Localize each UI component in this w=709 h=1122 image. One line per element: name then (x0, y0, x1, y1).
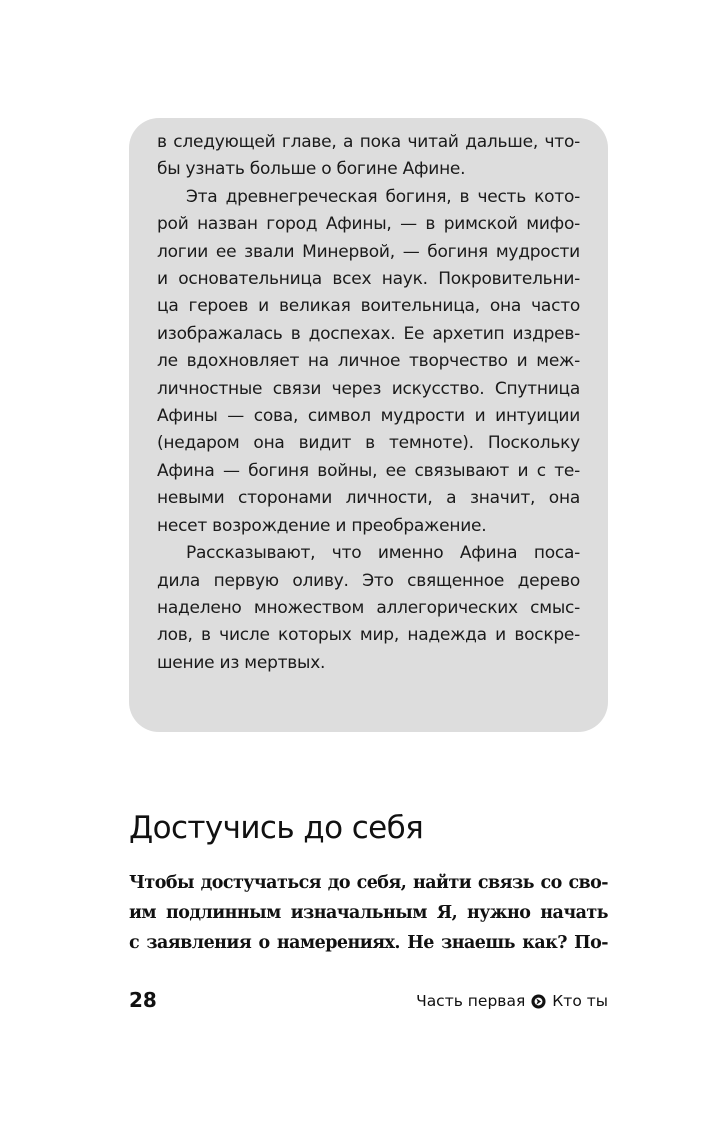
body-paragraph (129, 868, 608, 958)
sidebar-line: невыми сторонами личности, а значит, она (157, 488, 580, 509)
sidebar-line: Афина — богиня войны, ее связывают и с те- (157, 460, 580, 481)
sidebar-line: Эта древнегреческая богиня, в честь кото- (186, 186, 580, 207)
body-line: Чтобы достучаться до себя, найти связь со сво- (129, 873, 608, 893)
sidebar-line: ца героев и великая воительница, она часто (157, 296, 580, 317)
sidebar-line: (недаром она видит в темноте). Поскольку (157, 433, 580, 454)
sidebar-line: личностные связи через искусство. Спутница (157, 378, 580, 399)
sidebar-line: ле вдохновляет на личное творчество и меж- (157, 351, 580, 372)
body-line: им подлинным изначальным Я, нужно начать (129, 903, 608, 923)
sidebar-line: логии ее звали Минервой, — богиня мудрости (157, 241, 580, 262)
sidebar-box (129, 118, 608, 732)
page-number: 28 (129, 988, 157, 1012)
sidebar-line: дила первую оливу. Это священное дерево (157, 570, 580, 591)
sidebar-line: Рассказывают, что именно Афина поса- (186, 543, 580, 564)
section-heading: Достучись до себя (129, 810, 424, 846)
sidebar-line: лов, в числе которых мир, надежда и воскре- (157, 625, 580, 646)
sidebar-line: рой назван город Афины, — в римской мифо- (157, 214, 580, 235)
sidebar-line: Афины — сова, символ мудрости и интуиции (157, 406, 580, 427)
running-head (416, 991, 608, 1011)
sidebar-line: наделено множеством аллегорических смыс- (157, 597, 580, 618)
sidebar-line: несет возрождение и преображение. (157, 515, 487, 536)
circle-arrow-icon (531, 994, 546, 1009)
sidebar-line: в следующей главе, а пока читай дальше, что- (157, 132, 580, 152)
body-line: с заявления о намерениях. Не знаешь как? По- (129, 933, 608, 953)
page-footer (129, 986, 608, 1016)
sidebar-line: шение из мертвых. (157, 652, 326, 673)
sidebar-line: и основательница всех наук. Покровительни- (157, 269, 580, 290)
running-head-part: Часть первая (416, 992, 526, 1010)
sidebar-line: изображалась в доспехах. Ее архетип издрев- (157, 323, 580, 344)
sidebar-line: бы узнать больше о богине Афине. (157, 159, 466, 180)
running-head-chapter: Кто ты (552, 992, 608, 1010)
